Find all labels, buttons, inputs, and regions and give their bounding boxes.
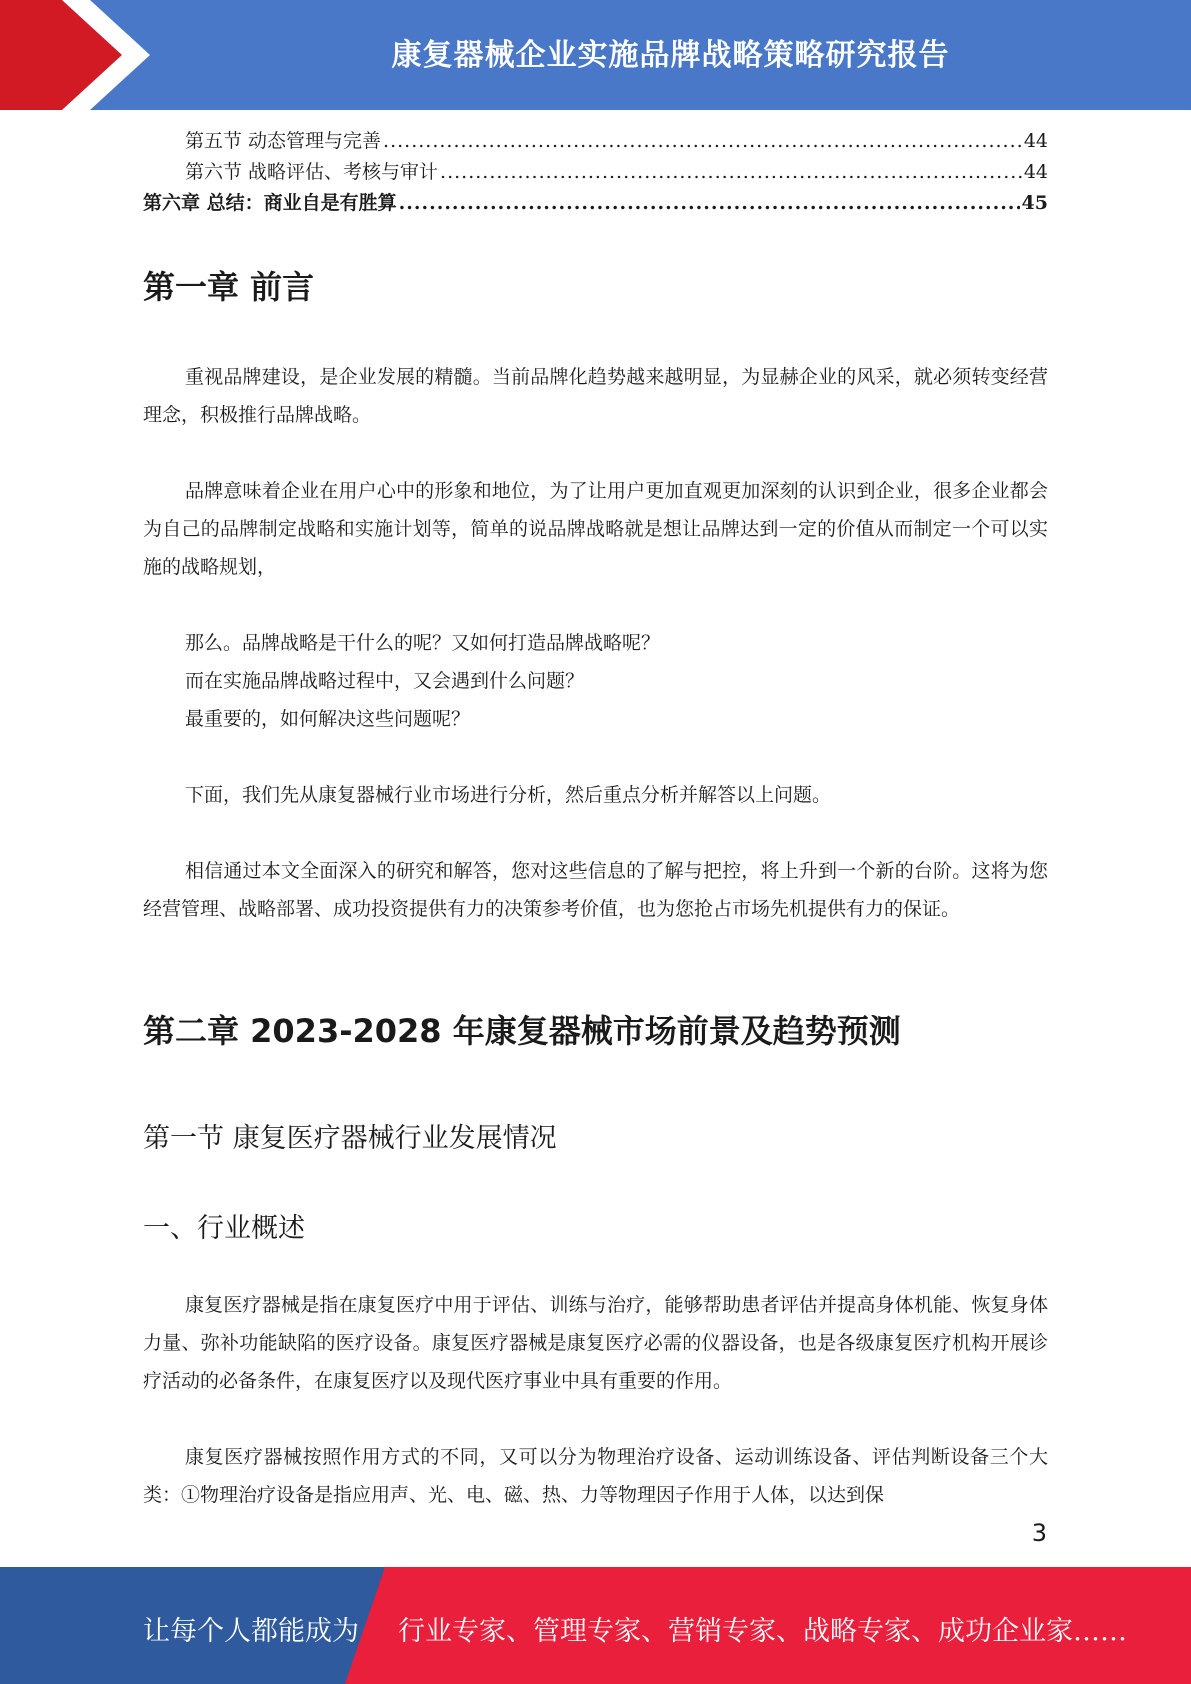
chapter-1-heading: 第一章 前言 xyxy=(143,268,315,306)
chapter-1-question: 那么。品牌战略是干什么的呢？又如何打造品牌战略呢？ xyxy=(185,632,661,654)
toc-entry-label: 第六章 总结：商业自是有胜算 xyxy=(143,192,397,214)
chapter-1-question: 而在实施品牌战略过程中，又会遇到什么问题？ xyxy=(185,670,585,692)
page-number: 3 xyxy=(1031,1519,1047,1547)
table-of-contents xyxy=(143,126,1048,219)
toc-entry-label: 第五节 动态管理与完善 xyxy=(185,130,382,152)
chapter-2-heading: 第二章 2023-2028 年康复器械市场前景及趋势预测 xyxy=(143,1012,901,1050)
toc-entry-page: 44 xyxy=(1023,130,1048,152)
toc-entry[interactable] xyxy=(143,126,1048,157)
toc-entry-page: 45 xyxy=(1021,192,1048,214)
header-title: 康复器械企业实施品牌战略策略研究报告 xyxy=(391,38,950,73)
toc-leader-dots xyxy=(383,126,1022,157)
toc-entry[interactable] xyxy=(143,188,1048,219)
section-heading: 第一节 康复医疗器械行业发展情况 xyxy=(143,1123,557,1154)
page-header xyxy=(0,0,1191,110)
chapter-2-paragraph: 康复医疗器械按照作用方式的不同，又可以分为物理治疗设备、运动训练设备、评估判断设备三个大类：①物理治疗设备是指应用声、光、电、磁、热、力等物理因子作用于人体，以达到保 xyxy=(143,1446,1048,1506)
chapter-1-paragraph: 相信通过本文全面深入的研究和解答，您对这些信息的了解与把控，将上升到一个新的台阶。这将为您经营管理、战略部署、成功投资提供有力的决策参考价值，也为您抢占市场先机提供有力的保证。 xyxy=(143,860,1048,920)
toc-entry-page: 44 xyxy=(1023,161,1048,183)
toc-entry[interactable] xyxy=(143,157,1048,188)
document-body xyxy=(143,126,1048,1506)
toc-leader-dots xyxy=(440,157,1022,188)
chapter-1-paragraph: 下面，我们先从康复器械行业市场进行分析，然后重点分析并解答以上问题。 xyxy=(185,784,832,806)
toc-leader-dots xyxy=(399,188,1020,219)
toc-entry-label: 第六节 战略评估、考核与审计 xyxy=(185,161,439,183)
page-footer xyxy=(0,1567,1191,1684)
footer-slogan-left: 让每个人都能成为 xyxy=(143,1616,359,1647)
chapter-1-paragraph: 重视品牌建设，是企业发展的精髓。当前品牌化趋势越来越明显，为显赫企业的风采，就必须转变经营理念，积极推行品牌战略。 xyxy=(143,366,1048,426)
footer-slogan-right: 行业专家、管理专家、营销专家、战略专家、成功企业家…… xyxy=(398,1616,1127,1647)
chapter-2-paragraph: 康复医疗器械是指在康复医疗中用于评估、训练与治疗，能够帮助患者评估并提高身体机能、恢复身体力量、弥补功能缺陷的医疗设备。康复医疗器械是康复医疗必需的仪器设备，也是各级康复医疗机构开展诊疗活动的必备条件，在康复医疗以及现代医疗事业中具有重要的作用。 xyxy=(143,1294,1048,1392)
chapter-1-paragraph: 品牌意味着企业在用户心中的形象和地位，为了让用户更加直观更加深刻的认识到企业，很多企业都会为自己的品牌制定战略和实施计划等，简单的说品牌战略就是想让品牌达到一定的价值从而制定一个可以实施的战略规划， xyxy=(143,480,1048,578)
subsection-heading: 一、行业概述 xyxy=(143,1213,305,1244)
chapter-1-question: 最重要的，如何解决这些问题呢？ xyxy=(185,708,471,730)
